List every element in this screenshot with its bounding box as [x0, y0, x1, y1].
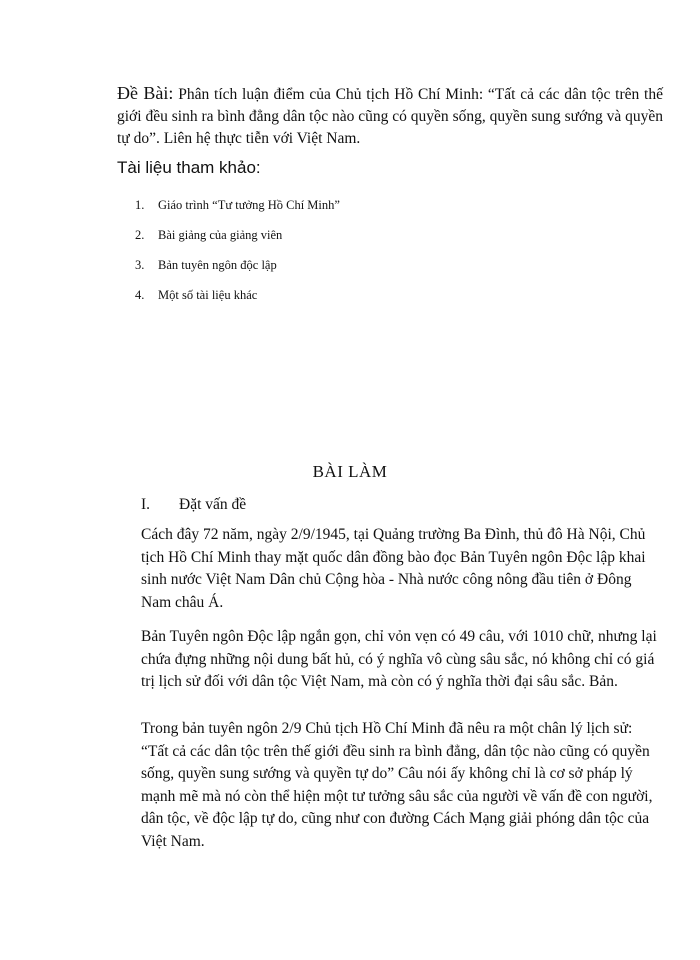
list-item-number: 1.: [135, 198, 145, 212]
section-numeral: I.: [141, 496, 151, 513]
list-item: [135, 288, 340, 318]
list-item-text: Bản tuyên ngôn độc lập: [158, 258, 277, 272]
references-heading: Tài liệu tham khảo:: [117, 158, 261, 177]
list-item-text: Giáo trình “Tư tưởng Hồ Chí Minh”: [158, 198, 340, 212]
paragraph: Bản Tuyên ngôn Độc lập ngắn gọn, chỉ vỏn vẹn có 49 câu, với 1010 chữ, nhưng lại chứa đựng những nội dung bất hủ, có ý nghĩa vô cùng sâu sắc, nó không chỉ có giá trị lịch sử đối với dân tộc Việt Nam, mà còn có ý nghĩa thời đại sâu sắc. Bản.: [141, 628, 657, 690]
paragraph: Cách đây 72 năm, ngày 2/9/1945, tại Quảng trường Ba Đình, thủ đô Hà Nội, Chủ tịch Hồ Chí Minh thay mặt quốc dân đồng bào đọc Bản Tuyên ngôn Độc lập khai sinh nước Việt Nam Dân chủ Cộng hòa - Nhà nước công nông đầu tiên ở Đông Nam châu Á.: [141, 526, 646, 611]
list-item-number: 2.: [135, 228, 145, 242]
topic-label: Đề Bài:: [117, 83, 174, 103]
paragraph: Trong bản tuyên ngôn 2/9 Chủ tịch Hồ Chí Minh đã nêu ra một chân lý lịch sử: “Tất cả các dân tộc trên thế giới đều sinh ra bình đẳng, dân tộc nào cũng có quyền sống, quyền sung sướng và quyền tự do” Câu nói ấy không chỉ là cơ sở pháp lý mạnh mẽ mà nó còn thể hiện một tư tưởng sâu sắc của người về vấn đề con người, dân tộc, về độc lập tự do, cũng như con đường Cách Mạng giải phóng dân tộc của Việt Nam.: [141, 720, 653, 850]
list-item-number: 3.: [135, 258, 145, 272]
list-item-text: Bài giảng của giảng viên: [158, 228, 283, 242]
assignment-topic: [117, 82, 663, 150]
list-item-text: Một số tài liệu khác: [158, 288, 258, 302]
list-item-number: 4.: [135, 288, 145, 302]
topic-text: Phân tích luận điểm của Chủ tịch Hồ Chí Minh: “Tất cả các dân tộc trên thế giới đều sinh ra bình đẳng dân tộc nào cũng có quyền sống, quyền sung sướng và quyền tự do”. Liên hệ thực tiễn với Việt Nam.: [117, 86, 663, 147]
essay-title: BÀI LÀM: [312, 462, 388, 481]
list-item: [135, 228, 340, 258]
list-item: [135, 258, 340, 288]
section-heading: [141, 496, 246, 514]
section-title: Đặt vấn đề: [179, 496, 247, 513]
list-item: [135, 198, 340, 228]
references-list: [135, 198, 340, 318]
